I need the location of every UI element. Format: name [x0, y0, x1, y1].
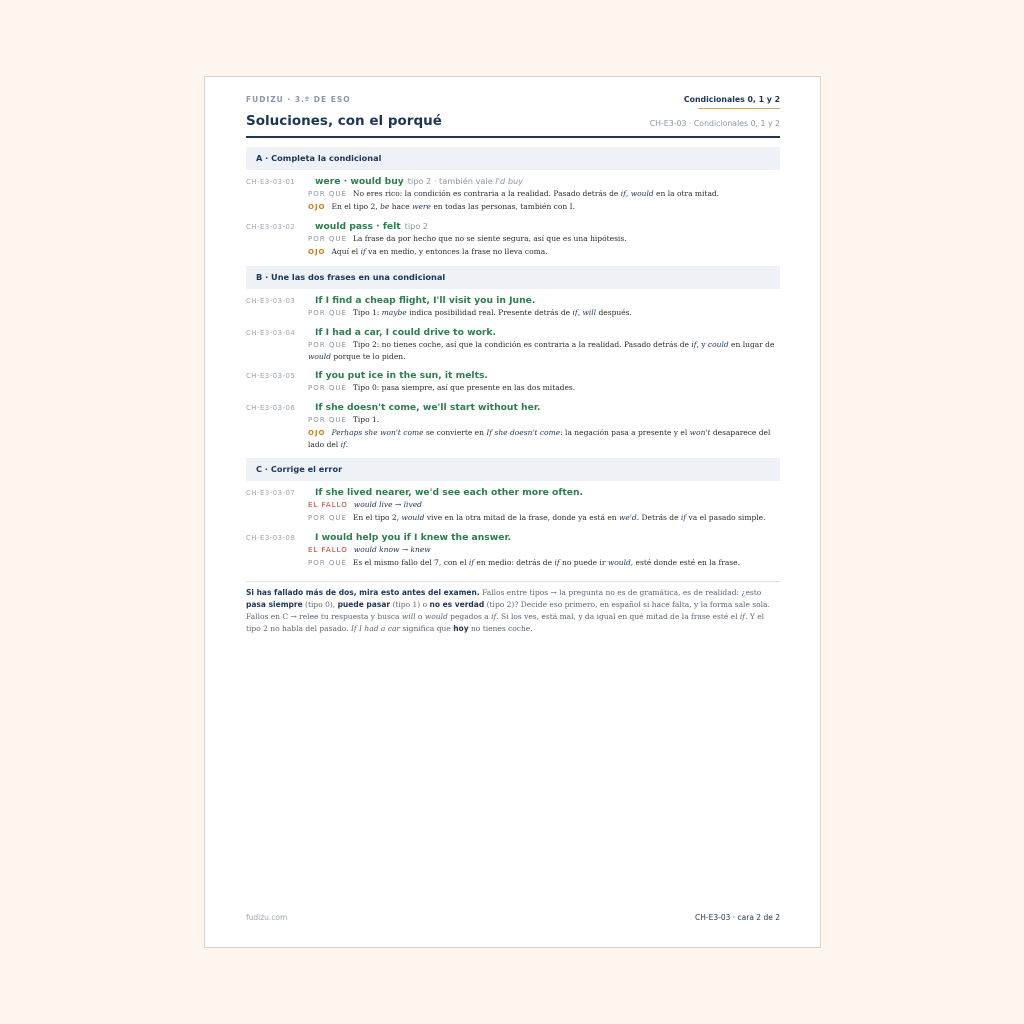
footer-site: fudizu.com — [246, 913, 288, 922]
why-row: POR QUÉ Tipo 2: no tienes coche, así que la condición es contraria a la realidad. Pasado detrás de if, y could en lugar de would porque te lo piden. — [308, 340, 775, 361]
item-answer: I would help you if I knew the answer. — [315, 532, 512, 543]
why-row: POR QUÉ Es el mismo fallo del 7, con el if en medio: detrás de if no puede ir would, esté donde esté en la frase. — [308, 558, 740, 567]
item-id: CH-E3-03-08 — [246, 534, 296, 542]
section-a-header: A · Completa la condicional — [246, 147, 780, 170]
page-title: Soluciones, con el porqué — [246, 113, 442, 129]
item-id: CH-E3-03-07 — [246, 489, 296, 497]
why-row: POR QUÉ La frase da por hecho que no se siente segura, así que es una hipótesis. — [308, 234, 627, 243]
fallo-row: EL FALLO would live → lived — [308, 500, 422, 509]
worksheet-code: CH-E3-03 · Condicionales 0, 1 y 2 — [649, 119, 780, 128]
ojo-label: OJO — [308, 203, 326, 211]
item-note: tipo 2 · también vale I'd buy — [407, 176, 524, 186]
ojo-row: OJO Perhaps she won't come se convierte en If she doesn't come: la negación pasa a presente y el won't desaparece del lado del if. — [308, 428, 771, 449]
why-row: POR QUÉ No eres rico: la condición es contraria a la realidad. Pasado detrás de if, would en la otra mitad. — [308, 189, 720, 198]
topic-underline — [698, 108, 780, 109]
why-row: POR QUÉ Tipo 0: pasa siempre, así que presente en las dos mitades. — [308, 383, 576, 392]
item-answer: would pass · felt tipo 2 — [315, 221, 429, 232]
ojo-row: OJO Aquí el if va en medio, y entonces la frase no lleva coma. — [308, 247, 548, 256]
item-answer: were · would buy tipo 2 · también vale I'd buy — [315, 176, 524, 187]
why-row: POR QUÉ En el tipo 2, would vive en la otra mitad de la frase, donde ya está en we'd. Detrás de if va el pasado simple. — [308, 513, 766, 522]
ojo-row: OJO En el tipo 2, be hace were en todas las personas, también con I. — [308, 202, 575, 211]
fallo-label: EL FALLO — [308, 501, 348, 509]
summary-paragraph: Si has fallado más de dos, mira esto antes del examen. Fallos entre tipos → la pregunta no es de gramática, es de realidad: ¿esto pasa siempre (tipo 0), puede pasar (tipo 1) o no es verdad (tipo 2)? Decide eso primero, en español si hace falta, y la forma sale sola. Fallos en C → relee tu respuesta y busca will o would pegados a if. Si los ves, está mal, y da igual en qué mitad de la frase esté el if. Y el tipo 2 no habla del pasado. If I had a car significa que hoy no tienes coche. — [246, 588, 770, 633]
item-id: CH-E3-03-01 — [246, 178, 296, 186]
por-que-label: POR QUÉ — [308, 190, 347, 198]
header-divider — [246, 136, 780, 138]
item-id: CH-E3-03-04 — [246, 329, 296, 337]
item-id: CH-E3-03-03 — [246, 297, 296, 305]
item-id: CH-E3-03-05 — [246, 372, 296, 380]
item-answer: If I find a cheap flight, I'll visit you in June. — [315, 295, 536, 306]
item-answer: If she lived nearer, we'd see each other more often. — [315, 487, 584, 498]
summary-divider — [246, 581, 780, 582]
item-answer: If I had a car, I could drive to work. — [315, 327, 497, 338]
why-row: POR QUÉ Tipo 1: maybe indica posibilidad real. Presente detrás de if, will después. — [308, 308, 632, 317]
item-note: tipo 2 — [404, 221, 429, 231]
topic-label: Condicionales 0, 1 y 2 — [683, 95, 780, 104]
worksheet-page — [204, 76, 821, 948]
brand-label: FUDIZU · 3.º DE ESO — [246, 95, 351, 104]
fallo-row: EL FALLO would know → knew — [308, 545, 431, 554]
why-row: POR QUÉ Tipo 1. — [308, 415, 380, 424]
section-c-header: C · Corrige el error — [246, 458, 780, 481]
item-answer: If you put ice in the sun, it melts. — [315, 370, 488, 381]
item-id: CH-E3-03-02 — [246, 223, 296, 231]
item-id: CH-E3-03-06 — [246, 404, 296, 412]
section-b-header: B · Une las dos frases en una condicional — [246, 266, 780, 289]
footer-page-number: CH-E3-03 · cara 2 de 2 — [695, 913, 780, 922]
item-answer: If she doesn't come, we'll start without her. — [315, 402, 541, 413]
